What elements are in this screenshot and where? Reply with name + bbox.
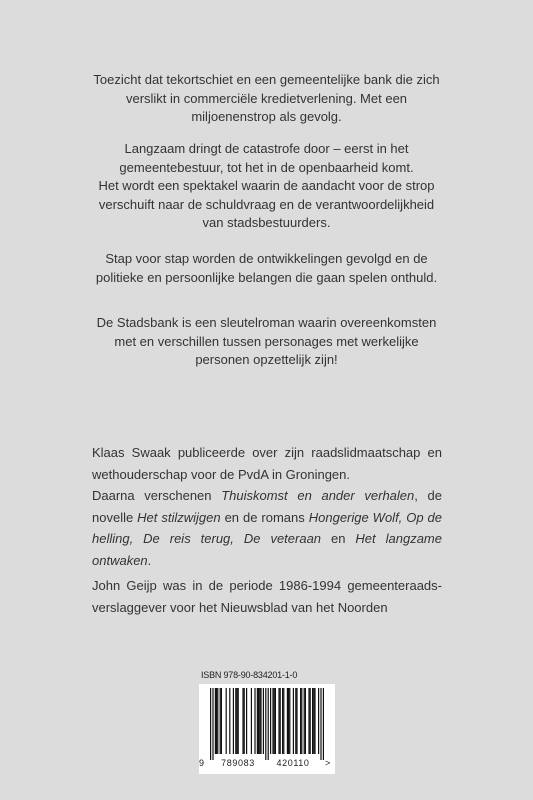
barcode-digits-left: 789083 (221, 758, 255, 768)
bio-text: . (147, 552, 152, 568)
barcode-bar (235, 688, 236, 754)
blurb-paragraph-1 (0, 71, 533, 127)
blurb-line: Langzaam dringt de catastrofe door – eerst in het (124, 141, 409, 156)
barcode-bar (236, 688, 237, 754)
barcode-bar (210, 688, 211, 760)
barcode-bar (216, 688, 217, 754)
barcode-bar (280, 688, 281, 754)
barcode-bar (217, 688, 218, 754)
barcode-bar (278, 688, 279, 754)
barcode-bar (221, 688, 222, 754)
blurb-line: gemeentebestuur, tot het in de openbaarheid komt. (119, 159, 414, 175)
blurb-line: Het wordt een spektakel waarin de aandacht voor de strop (98, 178, 435, 193)
blurb-paragraph-3 (0, 250, 533, 287)
barcode-bar (226, 688, 227, 754)
barcode-bar (215, 688, 216, 754)
barcode-bar (300, 688, 301, 754)
author-bio-paragraph-2 (92, 485, 442, 571)
blurb-line: verschuift naar de schuldvraag en de verantwoordelijkheid (98, 196, 435, 212)
barcode-image (199, 684, 335, 760)
blurb-paragraph-4 (0, 314, 533, 370)
blurb-paragraph-2 (0, 140, 533, 233)
barcode-bar (268, 688, 269, 760)
blurb-line: van stadsbestuurders. (202, 215, 331, 230)
barcode-bar (320, 688, 321, 760)
barcode-bar (296, 688, 297, 754)
barcode-digit-lead: 9 (199, 758, 205, 768)
blurb-line: De Stadsbank is een sleutelroman waarin overeenkomsten (96, 315, 437, 330)
barcode-bar (308, 688, 309, 754)
barcode-bar (270, 688, 271, 754)
barcode-quiet-zone-mark: > (325, 758, 331, 768)
barcode-bar (295, 688, 296, 754)
barcode-bar (310, 688, 311, 754)
book-title: Het stilzwijgen (137, 509, 221, 525)
barcode-bar (272, 688, 273, 754)
blurb-line: met en verschillen tussen personages met werkelijke (114, 333, 419, 349)
journalist-bio-paragraph: John Geijp was in de periode 1986-1994 gemeenteraads-verslaggever voor het Nieuwsblad van het Noorden (92, 578, 442, 615)
barcode-bar (212, 688, 213, 760)
barcode-bar (293, 688, 294, 754)
barcode-bar (318, 688, 319, 754)
barcode-bar (233, 688, 234, 754)
book-title: Hongerige Wolf, Op de helling, De reis terug, De veteraan (92, 509, 443, 546)
barcode-bar (244, 688, 245, 754)
barcode-bar (260, 688, 261, 754)
book-title: Het langzame ontwaken (92, 531, 442, 568)
barcode-bar (283, 688, 284, 754)
barcode-bar (254, 688, 255, 754)
barcode-bar (258, 688, 259, 754)
barcode-bar (313, 688, 314, 754)
barcode-bar (288, 688, 289, 754)
barcode-bar (229, 688, 230, 754)
author-bio (92, 442, 442, 571)
barcode-bar (301, 688, 302, 754)
barcode-bar (282, 688, 283, 754)
barcode-bar (242, 688, 243, 754)
barcode-bar (265, 688, 266, 760)
barcode-bar (314, 688, 315, 754)
barcode-bar (257, 688, 258, 754)
blurb-line: Stap voor stap worden de ontwikkelingen gevolgd en de (105, 251, 428, 266)
barcode-bar (259, 688, 260, 754)
barcode-bar (323, 688, 324, 760)
barcode-bar (274, 688, 275, 754)
barcode-digits-right: 420110 (276, 758, 310, 768)
bio-text: , de novelle (92, 488, 443, 525)
barcode-bar (275, 688, 276, 754)
blurb-line: personen opzettelijk zijn! (195, 352, 338, 367)
barcode-bar (304, 688, 305, 754)
blurb-line: politieke en persoonlijke belangen die gaan spelen onthuld. (95, 269, 438, 285)
author-bio-paragraph-1: Klaas Swaak publiceerde over zijn raadslidmaatschap en wethouderschap voor de PvdA in Groningen. (92, 445, 442, 482)
barcode-digits (199, 758, 335, 768)
isbn-barcode-block (199, 670, 335, 774)
barcode-bar (246, 688, 247, 754)
blurb-line: verslikt in commerciële kredietverlening. Met een (125, 90, 408, 106)
bio-text: Daarna verschenen (92, 488, 222, 503)
barcode-bar (289, 688, 290, 754)
book-title: Thuiskomst en ander verhalen (221, 488, 415, 503)
barcode-bar (312, 688, 313, 754)
blurb-line: Toezicht dat tekortschiet en een gemeentelijke bank die zich (93, 72, 440, 87)
barcode-bar (287, 688, 288, 754)
isbn-label: ISBN 978-90-834201-1-0 (201, 670, 298, 680)
barcode-bar (263, 688, 264, 754)
barcode-bar (220, 688, 221, 754)
barcode-bar (305, 688, 306, 754)
journalist-bio (92, 575, 442, 618)
bio-text: en de romans (220, 509, 309, 525)
barcode-bar (251, 688, 252, 754)
barcode-area (199, 684, 335, 774)
bio-text: en (321, 531, 356, 546)
blurb-line: miljoenenstrop als gevolg. (191, 109, 342, 124)
barcode-bar (238, 688, 239, 754)
